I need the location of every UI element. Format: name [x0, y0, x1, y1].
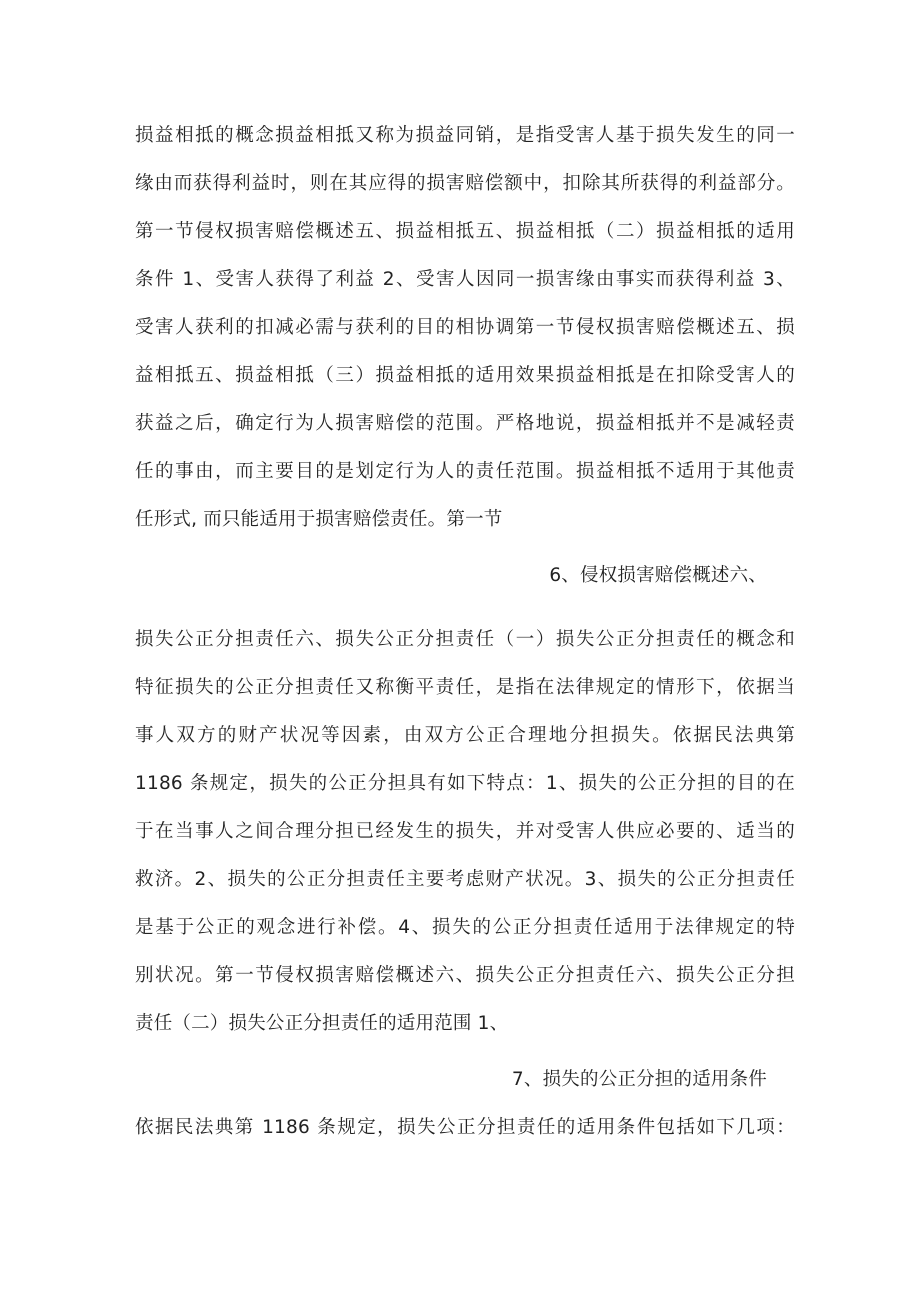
paragraph-line: 特征损失的公正分担责任又称衡平责任，是指在法律规定的情形下，依据当 [135, 677, 795, 698]
paragraph-line: 受害人获利的扣减必需与获利的目的相协调第一节侵权损害赔偿概述五、损 [135, 317, 795, 338]
paragraph-line: 益相抵五、损益相抵（三）损益相抵的适用效果损益相抵是在扣除受害人的 [135, 365, 795, 386]
paragraph-line: 第一节侵权损害赔偿概述五、损益相抵五、损益相抵（二）损益相抵的适用 [135, 221, 795, 242]
paragraph-line: 是基于公正的观念进行补偿。4、损失的公正分担责任适用于法律规定的特 [135, 917, 795, 938]
section-heading-6: 6、侵权损害赔偿概述六、 [549, 565, 767, 586]
paragraph-line: 于在当事人之间合理分担已经发生的损失，并对受害人供应必要的、适当的 [135, 821, 795, 842]
paragraph-line: 任形式, 而只能适用于损害赔偿责任。第一节 [135, 509, 503, 530]
paragraph-line: 损益相抵的概念损益相抵又称为损益同销，是指受害人基于损失发生的同一 [135, 125, 795, 146]
paragraph-line: 条件 1、受害人获得了利益 2、受害人因同一损害缘由事实而获得利益 3、 [135, 269, 795, 290]
paragraph-line: 别状况。第一节侵权损害赔偿概述六、损失公正分担责任六、损失公正分担 [135, 965, 795, 986]
paragraph-line: 缘由而获得利益时，则在其应得的损害赔偿额中，扣除其所获得的利益部分。 [135, 173, 795, 194]
paragraph-line: 损失公正分担责任六、损失公正分担责任（一）损失公正分担责任的概念和 [135, 629, 795, 650]
paragraph-line: 救济。2、损失的公正分担责任主要考虑财产状况。3、损失的公正分担责任 [135, 869, 795, 890]
paragraph-line: 依据民法典第 1186 条规定，损失公正分担责任的适用条件包括如下几项： [135, 1117, 795, 1138]
paragraph-line: 获益之后，确定行为人损害赔偿的范围。严格地说，损益相抵并不是减轻责 [135, 413, 795, 434]
section-heading-7: 7、损失的公正分担的适用条件 [511, 1069, 767, 1090]
paragraph-line: 任的事由，而主要目的是划定行为人的责任范围。损益相抵不适用于其他责 [135, 461, 795, 482]
paragraph-line: 责任（二）损失公正分担责任的适用范围 1、 [135, 1013, 509, 1034]
paragraph-line: 1186 条规定，损失的公正分担具有如下特点：1、损失的公正分担的目的在 [135, 773, 795, 794]
paragraph-line: 事人双方的财产状况等因素，由双方公正合理地分担损失。依据民法典第 [135, 725, 795, 746]
